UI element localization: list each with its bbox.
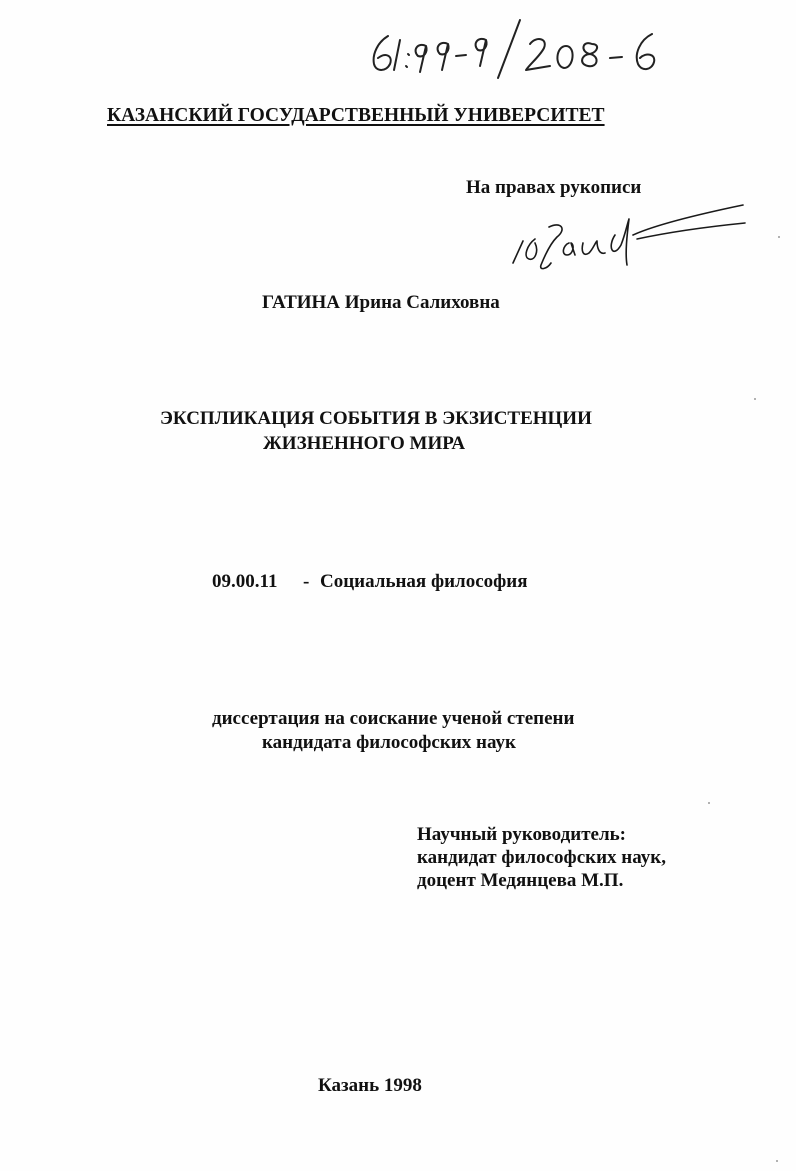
specialty-code: 09.00.11 <box>212 571 278 592</box>
degree-description-line-2: кандидата философских наук <box>262 732 516 753</box>
specialty-separator: - <box>303 571 310 592</box>
specialty-name: Социальная философия <box>320 571 528 592</box>
scan-speck <box>708 802 710 804</box>
supervisor-degree: кандидат философских наук, <box>417 847 666 868</box>
supervisor-label: Научный руководитель: <box>417 824 626 845</box>
manuscript-rights-note: На правах рукописи <box>466 177 642 198</box>
degree-description-line-1: диссертация на соискание ученой степени <box>212 708 575 729</box>
scan-speck <box>754 398 756 400</box>
university-name: КАЗАНСКИЙ ГОСУДАРСТВЕННЫЙ УНИВЕРСИТЕТ <box>107 105 605 126</box>
supervisor-name: доцент Медянцева М.П. <box>417 870 624 891</box>
dissertation-title-line-2: ЖИЗНЕННОГО МИРА <box>263 433 466 454</box>
scan-speck <box>778 236 780 238</box>
place-and-year: Казань 1998 <box>318 1075 422 1096</box>
author-signature <box>505 195 750 275</box>
scan-speck <box>776 1160 778 1162</box>
handwritten-archive-number <box>360 10 680 80</box>
dissertation-title-line-1: ЭКСПЛИКАЦИЯ СОБЫТИЯ В ЭКЗИСТЕНЦИИ <box>160 408 592 429</box>
author-name: ГАТИНА Ирина Салиховна <box>262 292 500 313</box>
